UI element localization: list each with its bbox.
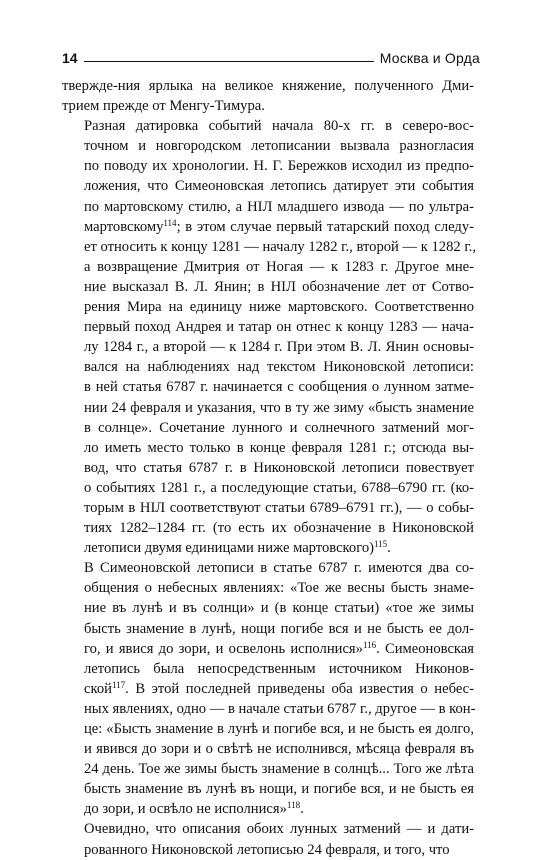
text-line: ет относить к концу 1281 — началу 1282 г., второй — к 1282 г., [84,238,476,255]
paragraph [62,819,474,859]
text-line: по поводу их хронологии. Н. Г. Бережков исходил из предпо- [84,158,474,175]
text-line: Разная датировка событий начала 80-х гг. в северо-вос- [84,118,474,135]
text-line: до зори, и освѣло не исполнися»$^{118}$. [84,800,304,818]
text-line: рованного Никоновской летописью 24 февраля, и того, что [84,841,450,858]
text-line: Очевидно, что описания обоих лунных затмений — и дати- [84,821,474,838]
text-line: ло иметь место только в конце февраля 1281 г.; отсюда вы- [84,439,474,456]
text-line: летопись была непосредственным источником Никонов- [84,660,474,677]
text-line: 24 день. Тое же зимы бысть знамение в солнцѣ... Того же лѣта [84,761,474,778]
text-line: и явився до зори и о свѣтѣ не исполнився, мѣсяца февраля въ [84,741,474,758]
text-line: бысть знамение въ лунѣ въ нощи, и погибе вся, и не бысть ея [84,781,474,798]
text-line: ных явлениях, одно — в начале статьи 6787 г., другое — в кон- [84,700,476,717]
text-line: лу 1284 г., а второй — к 1284 г. При этом В. Л. Янин основы- [84,339,474,356]
page-number: 14 [62,50,78,66]
text-line: твержде-ния ярлыка на великое княжение, полученного Дми- [62,78,474,94]
footnote-ref: 118 [286,800,301,811]
text-line: ской$^{117}$. В этой последней приведены оба известия о небес- [84,679,474,697]
text-line: а возвращение Дмитрия от Ногая — к 1283 г. Другое мне- [84,258,474,275]
text-line: го, и явися до зори, и освелонь исполнися»$^{116}$. Симеоновская [84,639,474,657]
footnote-ref: 115 [373,539,388,550]
text-line: ние въ лунѣ и въ солнци» и (в конце статьи) «тое же зимы [84,600,474,617]
footnote-ref: 117 [111,679,126,690]
text-line: в ней статья 6787 г. начинается с сообщения о лунном затме- [84,379,474,396]
text-line: по мартовскому стилю, а НIЛ младшего извода — по ультра- [84,198,474,215]
text-line: точном и новгородском летописании вызвала разногласия [84,138,474,155]
text-line: тиях 1282–1284 гг. (то есть их обозначение в Никоновской [84,520,474,537]
text-line: це: «Бысть знамение в лунѣ и погибе вся, и не бысть ея долго, [84,721,474,737]
text-line: вод, что статья 6787 г. в Никоновской летописи повествует [84,459,474,476]
paragraph [62,76,474,116]
text-line: первый поход Андрея и татар он отнес к концу 1283 — нача- [84,319,474,336]
text-line: летописи двумя единицами ниже мартовского)$^{115}$. [84,539,391,557]
text-line: общения о небесных явлениях: «Тое же весны бысть знаме- [84,580,474,597]
paragraph [62,558,474,819]
body-text [62,76,474,860]
running-head [62,46,480,68]
text-line: ние высказал В. Л. Янин; в НIЛ обозначение лет от Сотво- [84,278,474,295]
footnote-ref: 114 [163,217,177,228]
text-line: мартовскому$^{114}$; в этом случае первый татарский поход следу- [84,217,474,235]
header-rule [84,61,374,62]
text-line: рения Мира на единицу ниже мартовского. Соответственно [84,299,474,316]
text-line: В Симеоновской летописи в статье 6787 г. имеются два со- [84,560,474,577]
text-line: ложения, что Симеоновская летопись датирует эти события [84,178,474,195]
footnote-ref: 116 [362,639,377,650]
text-line: трием прежде от Менгу-Тимура. [62,98,265,115]
text-line: торым в НIЛ соответствуют статьи 6789–6791 гг.), — о собы- [84,499,474,516]
paragraph [62,116,474,558]
text-line: бысть знамение в лунѣ, нощи погибе вся и не бысть ее дол- [84,620,474,637]
text-line: нии 24 февраля и указания, что в ту же зиму «бысть знамение [84,399,474,416]
text-line: в солнце». Сочетание лунного и солнечного затмений мог- [84,419,474,436]
running-title: Москва и Орда [379,50,480,66]
text-line: вался на наблюдениях над текстом Никоновской летописи: [84,359,474,376]
text-line: о событиях 1281 г., а последующие статьи, 6788–6790 гг. (ко- [84,479,474,496]
